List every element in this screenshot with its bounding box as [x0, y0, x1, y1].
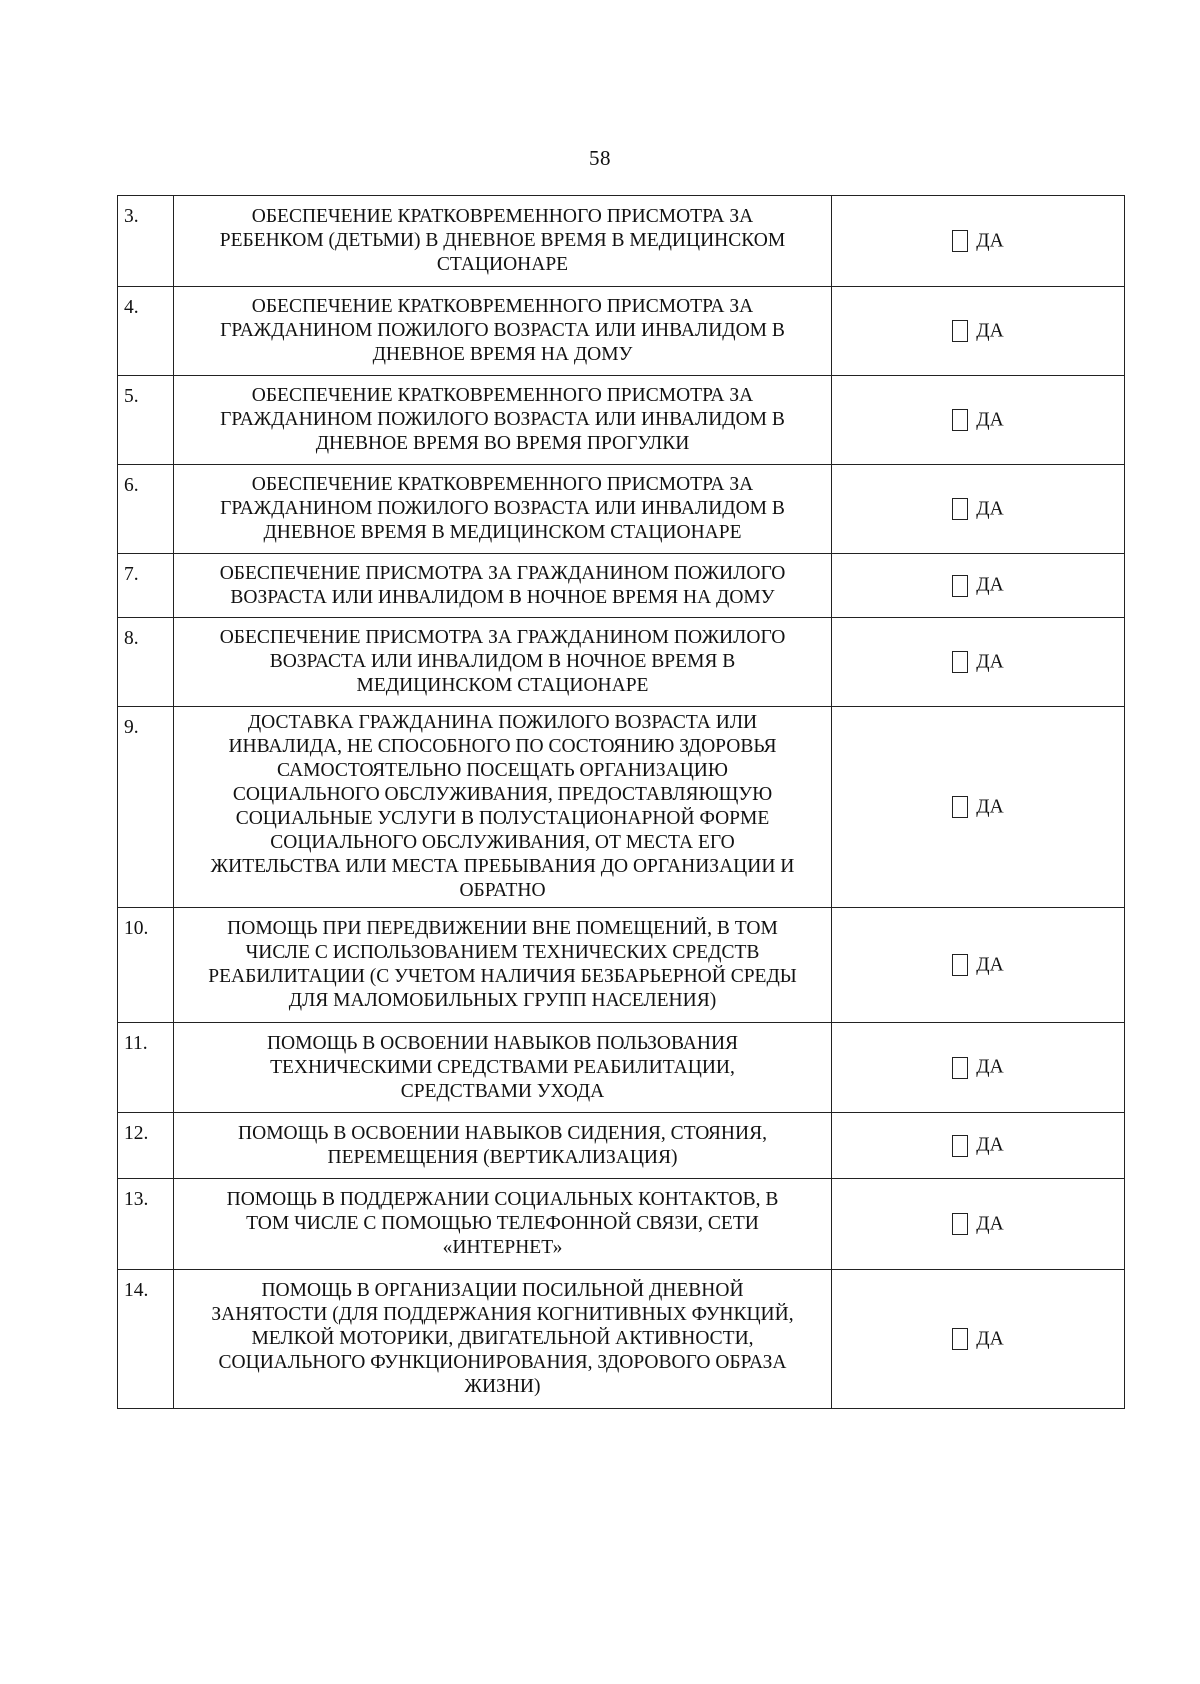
service-description-line: ВОЗРАСТА ИЛИ ИНВАЛИДОМ В НОЧНОЕ ВРЕМЯ НА ДОМУ	[230, 586, 775, 608]
row-number: 6.	[118, 465, 174, 554]
service-description	[174, 618, 832, 707]
row-number: 7.	[118, 554, 174, 618]
yes-option-cell	[832, 908, 1125, 1023]
service-description-line: ОБЕСПЕЧЕНИЕ КРАТКОВРЕМЕННОГО ПРИСМОТРА ЗА	[251, 385, 754, 406]
yes-option-cell	[832, 465, 1125, 554]
service-description-line: ПОМОЩЬ В ПОДДЕРЖАНИИ СОЦИАЛЬНЫХ КОНТАКТОВ, В	[226, 1189, 779, 1210]
service-description-line: ГРАЖДАНИНОМ ПОЖИЛОГО ВОЗРАСТА ИЛИ ИНВАЛИДОМ В	[220, 498, 785, 519]
service-description-line: ПОМОЩЬ В ОРГАНИЗАЦИИ ПОСИЛЬНОЙ ДНЕВНОЙ	[261, 1280, 744, 1301]
yes-option-cell	[832, 287, 1125, 376]
service-description-line: ГРАЖДАНИНОМ ПОЖИЛОГО ВОЗРАСТА ИЛИ ИНВАЛИДОМ В	[220, 320, 785, 341]
table-row	[118, 618, 1125, 707]
service-description-line: ДОСТАВКА ГРАЖДАНИНА ПОЖИЛОГО ВОЗРАСТА ИЛИ	[247, 712, 758, 733]
service-description-line: СОЦИАЛЬНОГО ОБСЛУЖИВАНИЯ, ПРЕДОСТАВЛЯЮЩУЮ	[232, 784, 773, 805]
service-description-line: ТОМ ЧИСЛЕ С ПОМОЩЬЮ ТЕЛЕФОННОЙ СВЯЗИ, СЕТИ	[246, 1213, 759, 1234]
yes-option-cell	[832, 707, 1125, 908]
row-number: 11.	[118, 1023, 174, 1113]
service-description-line: ТЕХНИЧЕСКИМИ СРЕДСТВАМИ РЕАБИЛИТАЦИИ,	[270, 1056, 735, 1078]
yes-checkbox[interactable]	[952, 1057, 968, 1079]
service-description-line: ЗАНЯТОСТИ (ДЛЯ ПОДДЕРЖАНИЯ КОГНИТИВНЫХ ФУНКЦИЙ,	[211, 1304, 794, 1325]
row-number: 3.	[118, 196, 174, 287]
service-description-line: ЖИЗНИ)	[464, 1376, 541, 1397]
yes-checkbox-label: ДА	[976, 320, 1004, 342]
yes-option-cell	[832, 618, 1125, 707]
service-description-line: ВОЗРАСТА ИЛИ ИНВАЛИДОМ В НОЧНОЕ ВРЕМЯ В	[269, 651, 736, 672]
service-description-line: ДЛЯ МАЛОМОБИЛЬНЫХ ГРУПП НАСЕЛЕНИЯ)	[288, 990, 717, 1011]
service-description-line: МЕДИЦИНСКОМ СТАЦИОНАРЕ	[356, 675, 649, 696]
service-description	[174, 1179, 832, 1270]
yes-option-cell	[832, 554, 1125, 618]
row-number: 10.	[118, 908, 174, 1023]
service-description-line: ОБЕСПЕЧЕНИЕ ПРИСМОТРА ЗА ГРАЖДАНИНОМ ПОЖИЛОГО	[219, 562, 786, 584]
service-description	[174, 554, 832, 618]
row-number: 13.	[118, 1179, 174, 1270]
service-description	[174, 465, 832, 554]
table-row	[118, 196, 1125, 287]
table-row	[118, 1179, 1125, 1270]
yes-option-cell	[832, 376, 1125, 465]
page-number: 58	[589, 146, 611, 170]
yes-checkbox[interactable]	[952, 651, 968, 673]
service-description	[174, 376, 832, 465]
service-description-line: САМОСТОЯТЕЛЬНО ПОСЕЩАТЬ ОРГАНИЗАЦИЮ	[277, 760, 728, 781]
yes-checkbox-label: ДА	[976, 574, 1004, 596]
row-number: 9.	[118, 707, 174, 908]
service-description-line: СРЕДСТВАМИ УХОДА	[400, 1080, 605, 1102]
row-number: 12.	[118, 1113, 174, 1179]
services-table	[117, 195, 1125, 1409]
yes-checkbox[interactable]	[952, 954, 968, 976]
row-number: 4.	[118, 287, 174, 376]
table-row	[118, 908, 1125, 1023]
table-row	[118, 1270, 1125, 1409]
service-description-line: ОБЕСПЕЧЕНИЕ КРАТКОВРЕМЕННОГО ПРИСМОТРА ЗА	[251, 296, 754, 317]
yes-checkbox[interactable]	[952, 230, 968, 252]
services-table-body	[118, 196, 1125, 1409]
service-description	[174, 196, 832, 287]
yes-checkbox-label: ДА	[976, 230, 1004, 252]
yes-checkbox-label: ДА	[976, 651, 1004, 673]
yes-option-cell	[832, 1113, 1125, 1179]
row-number: 14.	[118, 1270, 174, 1409]
yes-checkbox-label: ДА	[976, 954, 1004, 976]
service-description-line: ПЕРЕМЕЩЕНИЯ (ВЕРТИКАЛИЗАЦИЯ)	[327, 1146, 678, 1168]
service-description-line: РЕАБИЛИТАЦИИ (С УЧЕТОМ НАЛИЧИЯ БЕЗБАРЬЕРНОЙ СРЕДЫ	[208, 966, 797, 987]
row-number: 5.	[118, 376, 174, 465]
yes-checkbox-label: ДА	[976, 796, 1004, 818]
service-description-line: РЕБЕНКОМ (ДЕТЬМИ) В ДНЕВНОЕ ВРЕМЯ В МЕДИЦИНСКОМ	[219, 230, 786, 251]
service-description-line: ОБРАТНО	[459, 880, 546, 901]
table-row	[118, 1113, 1125, 1179]
service-description-line: ОБЕСПЕЧЕНИЕ ПРИСМОТРА ЗА ГРАЖДАНИНОМ ПОЖИЛОГО	[219, 627, 786, 648]
service-description-line: ИНВАЛИДА, НЕ СПОСОБНОГО ПО СОСТОЯНИЮ ЗДОРОВЬЯ	[228, 736, 777, 757]
yes-checkbox[interactable]	[952, 320, 968, 342]
table-row	[118, 465, 1125, 554]
table-row	[118, 287, 1125, 376]
service-description-line: СОЦИАЛЬНЫЕ УСЛУГИ В ПОЛУСТАЦИОНАРНОЙ ФОРМЕ	[235, 808, 770, 829]
yes-checkbox[interactable]	[952, 1135, 968, 1157]
yes-option-cell	[832, 1023, 1125, 1113]
service-description-line: СТАЦИОНАРЕ	[436, 254, 569, 275]
yes-checkbox[interactable]	[952, 409, 968, 431]
yes-checkbox-label: ДА	[976, 1056, 1004, 1078]
yes-checkbox[interactable]	[952, 1328, 968, 1350]
yes-checkbox[interactable]	[952, 498, 968, 520]
service-description	[174, 1270, 832, 1409]
service-description-line: СОЦИАЛЬНОГО ФУНКЦИОНИРОВАНИЯ, ЗДОРОВОГО ОБРАЗА	[218, 1352, 787, 1373]
service-description-line: ЧИСЛЕ С ИСПОЛЬЗОВАНИЕМ ТЕХНИЧЕСКИХ СРЕДСТВ	[245, 942, 760, 963]
service-description-line: ПОМОЩЬ ПРИ ПЕРЕДВИЖЕНИИ ВНЕ ПОМЕЩЕНИЙ, В ТОМ	[227, 918, 778, 939]
row-number: 8.	[118, 618, 174, 707]
service-description-line: ДНЕВНОЕ ВРЕМЯ ВО ВРЕМЯ ПРОГУЛКИ	[315, 433, 690, 454]
service-description	[174, 707, 832, 908]
service-description	[174, 1023, 832, 1113]
yes-checkbox-label: ДА	[976, 409, 1004, 431]
service-description-line: МЕЛКОЙ МОТОРИКИ, ДВИГАТЕЛЬНОЙ АКТИВНОСТИ,	[251, 1328, 754, 1349]
service-description	[174, 287, 832, 376]
service-description-line: ДНЕВНОЕ ВРЕМЯ В МЕДИЦИНСКОМ СТАЦИОНАРЕ	[263, 522, 742, 543]
service-description-line: ГРАЖДАНИНОМ ПОЖИЛОГО ВОЗРАСТА ИЛИ ИНВАЛИДОМ В	[220, 409, 785, 430]
table-row	[118, 1023, 1125, 1113]
yes-checkbox-label: ДА	[976, 1213, 1004, 1235]
service-description-line: ОБЕСПЕЧЕНИЕ КРАТКОВРЕМЕННОГО ПРИСМОТРА ЗА	[251, 206, 754, 227]
yes-checkbox[interactable]	[952, 1213, 968, 1235]
yes-option-cell	[832, 196, 1125, 287]
yes-checkbox-label: ДА	[976, 1328, 1004, 1350]
yes-option-cell	[832, 1179, 1125, 1270]
service-description	[174, 908, 832, 1023]
service-description	[174, 1113, 832, 1179]
table-row	[118, 376, 1125, 465]
service-description-line: ДНЕВНОЕ ВРЕМЯ НА ДОМУ	[372, 344, 633, 365]
yes-option-cell	[832, 1270, 1125, 1409]
table-row	[118, 554, 1125, 618]
service-description-line: «ИНТЕРНЕТ»	[442, 1237, 563, 1258]
table-row	[118, 707, 1125, 908]
yes-checkbox[interactable]	[952, 796, 968, 818]
service-description-line: ЖИТЕЛЬСТВА ИЛИ МЕСТА ПРЕБЫВАНИЯ ДО ОРГАНИЗАЦИИ И	[210, 856, 795, 877]
service-description-line: ОБЕСПЕЧЕНИЕ КРАТКОВРЕМЕННОГО ПРИСМОТРА ЗА	[251, 474, 754, 495]
service-description-line: СОЦИАЛЬНОГО ОБСЛУЖИВАНИЯ, ОТ МЕСТА ЕГО	[270, 832, 735, 853]
service-description-line: ПОМОЩЬ В ОСВОЕНИИ НАВЫКОВ ПОЛЬЗОВАНИЯ	[266, 1032, 739, 1054]
service-description-line: ПОМОЩЬ В ОСВОЕНИИ НАВЫКОВ СИДЕНИЯ, СТОЯНИЯ,	[238, 1122, 767, 1144]
yes-checkbox[interactable]	[952, 575, 968, 597]
yes-checkbox-label: ДА	[976, 498, 1004, 520]
yes-checkbox-label: ДА	[976, 1134, 1004, 1156]
